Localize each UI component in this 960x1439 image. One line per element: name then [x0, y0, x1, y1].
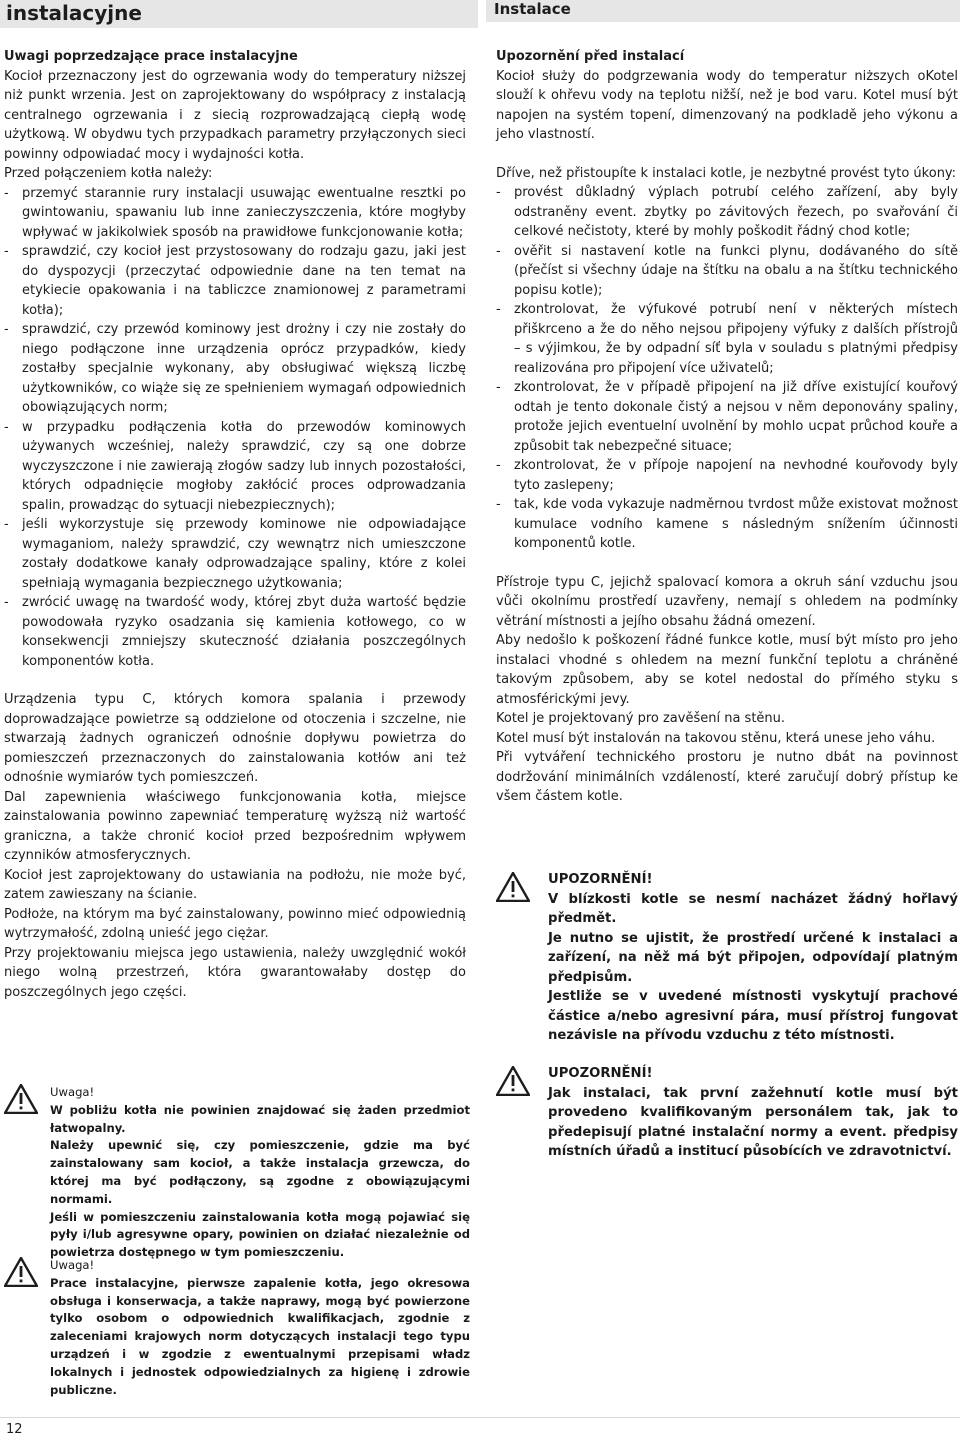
list-item: - sprawdzić, czy kocioł jest przystosowany do rodzaju gazu, jaki jest do dyspozycji (przeczytać odpowiednie dane na ten temat na etykiecie opakowania i na tabliczce znamionowej z parametrami kotła); — [4, 242, 466, 320]
list-item: - zkontrolovat, že v případě připojení na již dříve existující kouřový odtah je tento dokonale čistý a nejsou v něm deponovány spaliny, protože jejich eventuelní uvolnění by mohlo ucpat průchod kouře a způsobit tak nebezpečné situace; — [496, 378, 958, 456]
warning-line: Jak instalaci, tak první zažehnutí kotle musí být provedeno kvalifikovaným personálem tak, jak to předepisují platné instalační normy a event. předpisy místních úřadů a institucí působících ve zdravotnictví. — [548, 1085, 958, 1159]
czech-para-space: Při vytváření technického prostoru je nutno dbát na povinnost dodržování minimálních vzdáleností, které zaručují dobrý přístup ke všem částem kotle. — [496, 750, 958, 804]
polish-para-location: Dal zapewnienia właściwego funkcjonowania kotła, miejsce zainstalowania powinno zapewniać temperaturę wyższą niż wartość graniczna, a także chronić kocioł przed bezpośrednim wpływem czynników atmosferycznych. — [4, 789, 466, 863]
warning-triangle-icon — [496, 872, 530, 902]
warning-triangle-icon — [496, 1066, 530, 1096]
list-item: - ověřit si nastavení kotle na funkci plynu, dodávaného do sítě (přečíst si všechny údaje na štítku na obalu a na štítku technického popisu kotle); — [496, 242, 958, 301]
czech-para-type-c: Přístroje typu C, jejichž spalovací komora a okruh sání vzduchu jsou vůči okolnímu prostředí uzavřeny, nemají s ohledem na podmínky větrání místnosti a jejího obsahu žádná omezení. — [496, 574, 958, 629]
warning-title: UPOZORNĚNÍ! — [548, 872, 653, 887]
header-bar-right — [486, 0, 960, 22]
polish-list-lead: Przed połączeniem kotła należy: — [4, 166, 213, 181]
spacer — [496, 554, 958, 573]
warning-title: UPOZORNĚNÍ! — [548, 1066, 653, 1081]
list-item: - zwrócić uwagę na twardość wody, której zbyt duża wartość będzie powodowała ryzyko osadzania się kamienia kotłowego, co w konsekwencji zmniejszy skuteczność działania poszczególnych komponentów kotła. — [4, 593, 466, 671]
polish-para-surface: Podłoże, na którym ma być zainstalowany, powinno mieć odpowiednią wytrzymałość, zdolną unieść jego ciężar. — [4, 906, 466, 941]
list-item: - zkontrolovat, že výfukové potrubí není v některých místech přiškrceno a že do něho nejsou připojeny výfuky z dalších přístrojů – s výjimkou, že by odpadní síť byla v souladu s platnými předpisy realizována pro připojení více uživatelů; — [496, 300, 958, 378]
warning-line: Prace instalacyjne, pierwsze zapalenie kotła, jego okresowa obsługa i konserwacja, a także naprawy, mogą być powierzone tylko osobom o odpowiednich kwalifikacjach, zgodnie z zaleceniami krajowych norm dotyczących instalacji tego typu urządzeń i w zgodzie z ewentualnymi przepisami władz lokalnych i jednostek odpowiedzialnych za higienę i zdrowie publiczne. — [50, 1275, 470, 1397]
warning-triangle-icon — [4, 1257, 38, 1287]
warning-line: Jestliže se v uvedené místnosti vyskytují prachové částice a/nebo agresivní pára, musí přístroj fungovat nezávisle na přívodu vzduchu z této místnosti. — [548, 989, 958, 1043]
warning-line: W pobliżu kotła nie powinien znajdować się żaden przedmiot łatwopalny. — [50, 1102, 470, 1135]
polish-para-type-c: Urządzenia typu C, których komora spalania i przewody doprowadzające powietrze są oddzielone od otoczenia i szczelne, nie stwarzają żadnych ograniczeń odnośnie dopływu powietrza do pomieszczeń przeznaczonych do zainstalowania kotłów ani też odnośnie wymiarów tych pomieszczeń. — [4, 692, 466, 785]
list-item: - zkontrolovat, že v přípoje napojení na nevhodné kouřovody byly tyto zaslepeny; — [496, 456, 958, 495]
warning-title: Uwaga! — [50, 1085, 95, 1099]
czech-column — [496, 47, 958, 807]
czech-intro: Kocioł służy do podgrzewania wody do temperatur niższych oKotel slouží k ohřevu vody na teplotu nižší, než je bod varu. Kotel musí být napojen na systém topení, dimenzovaný na podkladě jeho výkonu a jeho vlastností. — [496, 68, 958, 142]
czech-list-lead: Dříve, než přistoupíte k instalaci kotle, je nezbytné provést tyto úkony: — [496, 165, 957, 181]
polish-intro: Kocioł przeznaczony jest do ogrzewania wody do temperatury niższej niż punkt wrzenia. Jest on zaprojektowany do współpracy z instalacją centralnego ogrzewania i z siecią rozprowadzającą ciepłą wodę użytkową. W obydwu tych przypadkach parametry przyłączonych sieci powinny odpowiadać mocy i wydajności kotła. — [4, 68, 466, 162]
czech-para-weight: Kotel musí být instalován na takovou stěnu, která unese jeho váhu. — [496, 730, 936, 746]
section-title-polish: instalacyjne — [6, 1, 142, 25]
czech-para-wall: Kotel je projektovaný pro zavěšení na stěnu. — [496, 711, 786, 726]
list-item: - przemyć starannie rury instalacji usuwając ewentualne resztki po gwintowaniu, spawaniu lub inne zanieczyszczenia, które mogłyby wpływać w jakikolwiek sposób na prawidłowe funkcjonowanie kotła; — [4, 184, 466, 243]
warning-triangle-icon — [4, 1084, 38, 1114]
czech-checklist — [496, 183, 958, 554]
list-item: - tak, kde voda vykazuje nadměrnou tvrdost může existovat možnost kumulace vodního kamene s následným snížením účinnosti komponentů kotle. — [496, 495, 958, 554]
page-header — [0, 0, 960, 32]
czech-para-location: Aby nedošlo k poškození řádné funkce kotle, musí být místo pro jeho instalaci vhodné s ohledem na mezní funkční teplotu a chráněné takovým způsobem, aby se kotel nedostal do přímého styku s atmosférickými jevy. — [496, 633, 958, 707]
polish-para-floor: Kocioł jest zaprojektowany do ustawiania na podłożu, nie może być, zatem zawieszany na ścianie. — [4, 867, 466, 902]
polish-checklist — [4, 184, 466, 672]
spacer — [496, 145, 958, 164]
warning-text — [548, 1064, 958, 1162]
warning-title: Uwaga! — [50, 1258, 95, 1272]
footer-divider — [0, 1417, 960, 1418]
czech-warning-2 — [496, 1064, 958, 1174]
list-item: - sprawdzić, czy przewód kominowy jest drożny i czy nie zostały do niego podłączone inne urządzenia oprócz przypadków, kiedy zostałby specjalnie wykonany, aby obsługiwać większą liczbę użytkowników, co wiąże się ze spełnieniem wymagań odpowiednich obowiązujących norm; — [4, 320, 466, 418]
polish-para-space: Przy projektowaniu miejsca jego ustawienia, należy uwzględnić wokół niego wolną przestrzeń, która gwarantowałaby dostęp do poszczególnych jego części. — [4, 945, 466, 1000]
warning-text — [50, 1257, 470, 1399]
header-bar-left — [0, 0, 478, 28]
spacer — [4, 671, 466, 690]
polish-warning-1 — [4, 1084, 470, 1260]
list-item: - provést důkladný výplach potrubí celého zařízení, aby byly odstraněny event. zbytky po závitových řezech, po svařování či celkové nečistoty, které by mohly poškodit řádný chod kotle; — [496, 183, 958, 242]
warning-line: V blízkosti kotle se nesmí nacházet žádný hořlavý předmět. — [548, 891, 958, 926]
warning-text — [50, 1084, 470, 1262]
polish-column — [4, 47, 466, 1002]
warning-line: Należy upewnić się, czy pomieszczenie, gdzie ma być zainstalowany sam kocioł, a także instalacja grzewcza, do której ma być podłączony, są zgodne z obowiązującymi normami. — [50, 1138, 470, 1206]
page-number: 12 — [6, 1422, 23, 1437]
list-item: - w przypadku podłączenia kotła do przewodów kominowych używanych wcześniej, należy sprawdzić, czy są one dobrze wyczyszczone i nie zawierają złogów sadzy lub innych pozostałości, których odpadnięcie mogłoby zakłócić proces odprowadzania spalin, prowadząc do sytuacji niebezpiecznych); — [4, 418, 466, 516]
list-item: - jeśli wykorzystuje się przewody kominowe nie odpowiadające wymaganiom, należy sprawdzić, czy wewnątrz nich umieszczone zostały dodatkowe kanały odprowadzające spaliny, które z kolei spełniają wymagania bezpiecznego użytkowania; — [4, 515, 466, 593]
warning-text — [548, 870, 958, 1046]
czech-warning-1 — [496, 870, 958, 1050]
polish-warning-2 — [4, 1257, 470, 1397]
czech-heading: Upozornění před instalací — [496, 49, 685, 64]
polish-heading: Uwagi poprzedzające prace instalacyjne — [4, 49, 298, 64]
warning-line: Je nutno se ujistit, že prostředí určené k instalaci a zařízení, na něž má být připojen, odpovídají platným předpisům. — [548, 930, 958, 985]
section-title-czech: Instalace — [494, 0, 571, 18]
warning-line: Jeśli w pomieszczeniu zainstalowania kotła mogą pojawiać się pyły i/lub agresywne opary, powinien on działać niezależnie od powietrza dostępnego w tym pomieszczeniu. — [50, 1209, 470, 1260]
